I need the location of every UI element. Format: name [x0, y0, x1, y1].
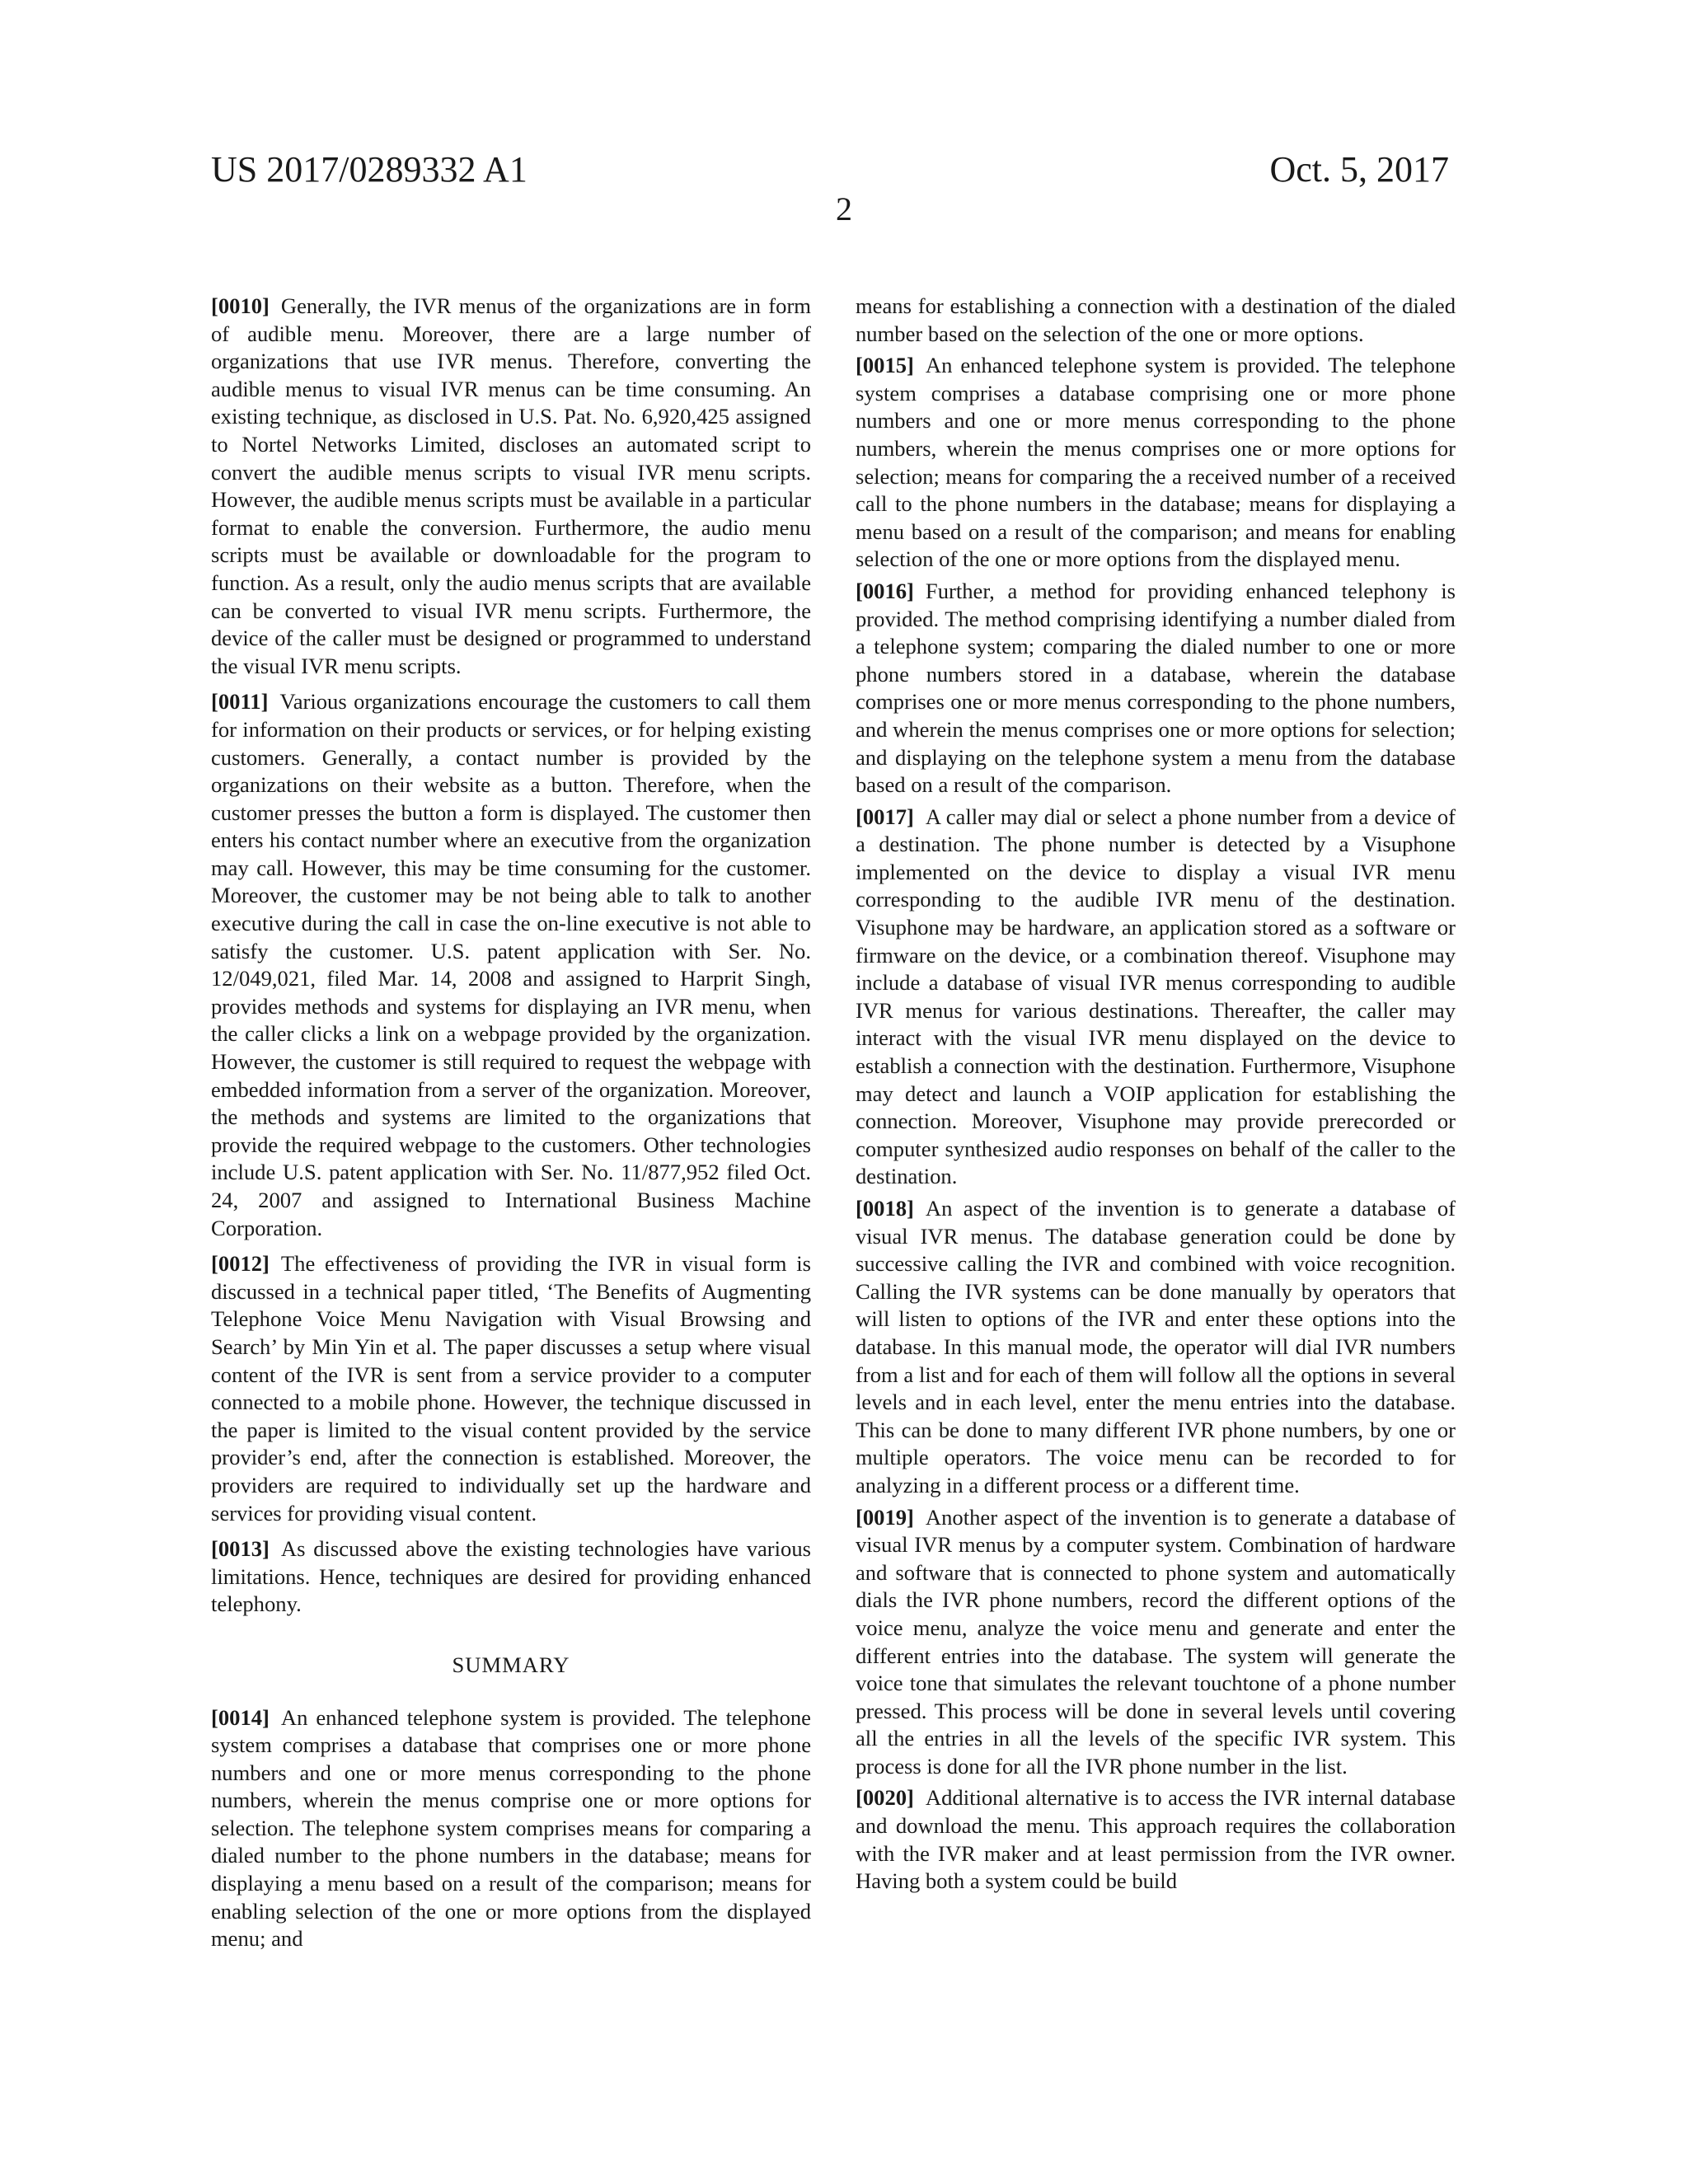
paragraph-text: As discussed above the existing technologies have various limitations. Hence, techniques are desired for providing enhanced telephony. [211, 1536, 811, 1617]
paragraph-text: Generally, the IVR menus of the organizations are in form of audible menu. Moreover, there are a large number of organizations that use IVR menus. Therefore, converting the audible menus to visual IVR menus can be time consuming. An existing technique, as disclosed in U.S. Pat. No. 6,920,425 assigned to Nortel Networks Limited, discloses an automated script to convert the audible menus scripts to visual IVR menu scripts. However, the audible menus scripts must be available in a particular format to enable the conversion. Furthermore, the audio menu scripts must be available or downloadable for the program to function. As a result, only the audio menus scripts that are available can be converted to visual IVR menu scripts. Furthermore, the device of the caller must be designed or programmed to understand the visual IVR menu scripts. [211, 293, 811, 678]
paragraph-continuation: means for establishing a connection with a destination of the dialed number based on the selection of the one or more options. [856, 293, 1456, 346]
publication-date: Oct. 5, 2017 [1269, 149, 1449, 190]
paragraph-text: Further, a method for providing enhanced telephony is provided. The method comprising identifying a number dialed from a telephone system; comparing the dialed number to one or more phone numbers stored in a database, wherein the database comprises one or more menus corresponding to the phone numbers, and wherein the menus comprises one or more options for selection; and displaying on the telephone system a menu from the database based on a result of the comparison. [856, 578, 1456, 798]
paragraph-number: [0012] [211, 1251, 270, 1277]
left-column [211, 293, 811, 1961]
page-number: 2 [836, 190, 852, 227]
paragraph-text: Another aspect of the invention is to generate a database of visual IVR menus by a computer system. Combination of hardware and software that is connected to phone system and automatically dials the IVR phone numbers, record the different options of the voice menu, analyze the voice menu and generate and enter the different entries into the database. The system will generate the voice tone that simulates the relevant touchtone of a phone number pressed. This process will be done in several levels until covering all the entries in all the levels of the specific IVR system. This process is done for all the IVR phone number in the list. [856, 1504, 1456, 1779]
paragraph-number: [0014] [211, 1704, 270, 1730]
paragraph-0010 [211, 293, 811, 680]
paragraph-number: [0015] [856, 353, 914, 378]
paragraph-number: [0011] [211, 689, 269, 715]
paragraph-text: Additional alternative is to access the IVR internal database and download the menu. This approach requires the collaboration with the IVR maker and at least permission from the IVR owner. Having both a system could be build [856, 1785, 1456, 1894]
paragraph-0011 [211, 688, 811, 1242]
paragraph-number: [0013] [211, 1536, 270, 1562]
paragraph-number: [0020] [856, 1785, 914, 1811]
paragraph-text: Various organizations encourage the customers to call them for information on their products or services, or for helping existing customers. Generally, a contact number is provided by the organizations on their website as a button. Therefore, when the customer presses the button a form is displayed. The customer then enters his contact number where an executive from the organization may call. However, this may be time consuming for the customer. Moreover, the customer may be not being able to talk to another executive during the call in case the on-line executive is not able to satisfy the customer. U.S. patent application with Ser. No. 12/049,021, filed Mar. 14, 2008 and assigned to Harprit Singh, provides methods and systems for displaying an IVR menu, when the caller clicks a link on a webpage provided by the organization. However, the customer is still required to request the webpage with embedded information from a server of the organization. Moreover, the methods and systems are limited to the organizations that provide the required webpage to the customers. Other technologies include U.S. patent application with Ser. No. 11/877,952 filed Oct. 24, 2007 and assigned to International Business Machine Corporation. [211, 689, 811, 1240]
paragraph-number: [0010] [211, 293, 270, 318]
paragraph-number: [0016] [856, 578, 914, 603]
paragraph-text: An enhanced telephone system is provided. The telephone system comprises a database comprising one or more phone numbers and one or more menus corresponding to the phone numbers, wherein the menus comprises one or more options for selection; means for comparing the a received number of a received call to the phone numbers in the database; means for displaying a menu based on a result of the comparison; and means for enabling selection of the one or more options from the displayed menu. [856, 353, 1456, 572]
paragraph-0019 [856, 1504, 1456, 1781]
paragraph-0015 [856, 352, 1456, 574]
paragraph-text: A caller may dial or select a phone number from a device of a destination. The phone number is detected by a Visuphone implemented on the device to display a visual IVR menu corresponding to the audible IVR menu of the destination. Visuphone may be hardware, an application stored as a software or firmware on the device, or a combination thereof. Visuphone may include a database of visual IVR menus corresponding to audible IVR menus for various destinations. Thereafter, the caller may interact with the visual IVR menu displayed on the device to establish a connection with the destination. Furthermore, Visuphone may detect and launch a VOIP application for establishing the connection. Moreover, Visuphone may provide prerecorded or computer synthesized audio responses on behalf of the caller to the destination. [856, 804, 1456, 1189]
paragraph-0013 [211, 1535, 811, 1619]
paragraph-number: [0018] [856, 1196, 914, 1221]
paragraph-0016 [856, 578, 1456, 799]
summary-heading: SUMMARY [452, 1652, 570, 1677]
paragraph-0014 [211, 1704, 811, 1953]
paragraph-0012 [211, 1250, 811, 1527]
paragraph-0018 [856, 1195, 1456, 1500]
paragraph-text: An aspect of the invention is to generate a database of visual IVR menus. The database generation could be done by successive calling the IVR and combined with voice recognition. Calling the IVR systems can be done manually by operators that will listen to options of the IVR and enter these options into the database. In this manual mode, the operator will dial IVR numbers from a list and for each of them will follow all the options in several levels and in each level, enter the menu entries into the database. This can be done to many different IVR phone numbers, by one or multiple operators. The voice menu can be recorded to for analyzing in a different process or a different time. [856, 1196, 1456, 1497]
paragraph-number: [0017] [856, 804, 914, 829]
paragraph-number: [0019] [856, 1504, 914, 1530]
right-column [856, 293, 1456, 1900]
paragraph-text: The effectiveness of providing the IVR in visual form is discussed in a technical paper titled, ‘The Benefits of Augmenting Telephone Voice Menu Navigation with Visual Browsing and Search’ by Min Yin et al. The paper discusses a setup where visual content of the IVR is sent from a service provider to a computer connected to a mobile phone. However, the technique discussed in the paper is limited to the visual content provided by the service provider’s end, after the connection is established. Moreover, the providers are required to individually set up the hardware and services for providing visual content. [211, 1251, 811, 1526]
publication-number: US 2017/0289332 A1 [211, 149, 528, 190]
paragraph-0017 [856, 804, 1456, 1191]
paragraph-text: An enhanced telephone system is provided. The telephone system comprises a database that comprises one or more phone numbers and one or more menus corresponding to the phone numbers, wherein the menus comprise one or more options for selection. The telephone system comprises means for comparing a dialed number to the phone numbers in the database; means for displaying a menu based on a result of the comparison; means for enabling selection of the one or more options from the displayed menu; and [211, 1704, 811, 1952]
paragraph-0020 [856, 1784, 1456, 1895]
